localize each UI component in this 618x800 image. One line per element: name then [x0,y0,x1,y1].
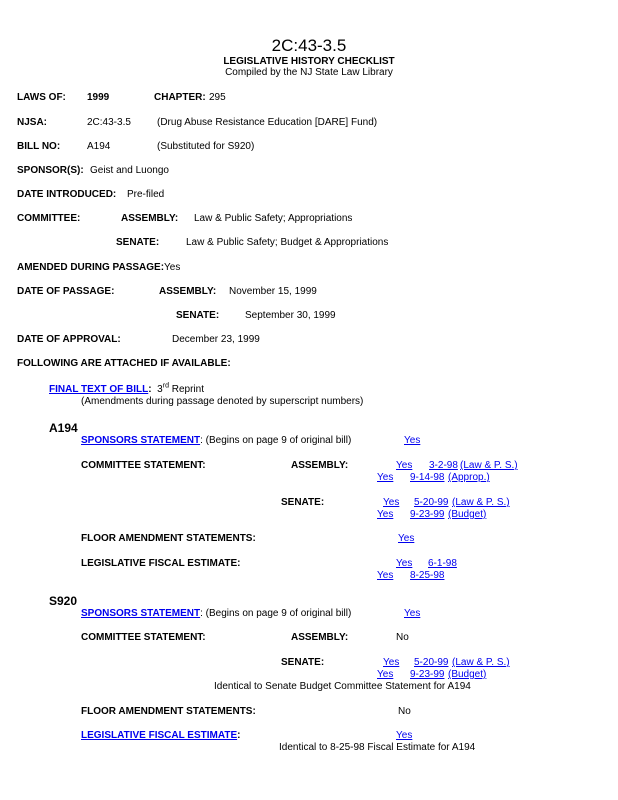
a194-senate-date-1[interactable]: 5-20-99 [414,497,449,508]
s920-fiscal-note: Identical to 8-25-98 Fiscal Estimate for A194 [279,742,476,753]
s920-assembly-value: No [396,632,409,643]
sponsors-label: SPONSOR(S): [17,165,84,176]
a194-floor-label: FLOOR AMENDMENT STATEMENTS: [81,533,256,544]
reprint-superscript: rd [162,382,169,390]
s920-senate-yes-2[interactable]: Yes [377,669,394,680]
a194-assembly-yes-1[interactable]: Yes [396,460,413,471]
s920-sponsors-link[interactable]: SPONSORS STATEMENT [81,608,201,619]
a194-committee-label: COMMITTEE STATEMENT: [81,460,206,471]
a194-senate-date-2[interactable]: 9-23-99 [410,509,445,520]
date-introduced-value: Pre-filed [127,189,165,200]
s920-floor-label: FLOOR AMENDMENT STATEMENTS: [81,706,256,717]
reprint-number: 3 [157,384,163,395]
s920-senate-note: Identical to Senate Budget Committee Statement for A194 [214,681,471,692]
njsa-description: (Drug Abuse Resistance Education [DARE] Fund) [157,117,378,128]
a194-sponsors-yes[interactable]: Yes [404,435,421,446]
a194-senate-yes-2[interactable]: Yes [377,509,394,520]
a194-fiscal-date-1[interactable]: 6-1-98 [428,558,457,569]
s920-senate-comm-2[interactable]: (Budget) [448,669,487,680]
attached-heading: FOLLOWING ARE ATTACHED IF AVAILABLE: [17,358,231,369]
a194-fiscal-yes-1[interactable]: Yes [396,558,413,569]
s920-senate-yes-1[interactable]: Yes [383,657,400,668]
s920-committee-label: COMMITTEE STATEMENT: [81,632,206,643]
amended-label: AMENDED DURING PASSAGE: [17,262,165,273]
s920-sponsors-yes[interactable]: Yes [404,608,421,619]
njsa-value: 2C:43-3.5 [87,117,131,128]
s920-fiscal-line [81,730,240,742]
bill-no-value: A194 [87,141,111,152]
s920-heading: S920 [49,594,78,608]
a194-sponsors-link[interactable]: SPONSORS STATEMENT [81,435,201,446]
sponsors-value: Geist and Luongo [90,165,169,176]
bill-no-label: BILL NO: [17,141,61,152]
s920-fiscal-link[interactable]: LEGISLATIVE FISCAL ESTIMATE [81,730,238,741]
amended-value: Yes [164,262,181,273]
a194-assembly-date-2[interactable]: 9-14-98 [410,472,445,483]
a194-fiscal-yes-2[interactable]: Yes [377,570,394,581]
a194-assembly-label: ASSEMBLY: [291,460,349,471]
final-text-colon: : [148,384,152,395]
s920-assembly-label: ASSEMBLY: [291,632,349,643]
a194-floor-yes[interactable]: Yes [398,533,415,544]
s920-fiscal-yes[interactable]: Yes [396,730,413,741]
a194-assembly-yes-2[interactable]: Yes [377,472,394,483]
date-approval-value: December 23, 1999 [172,334,260,345]
chapter-value: 295 [209,92,226,103]
date-passage-label: DATE OF PASSAGE: [17,286,115,297]
s920-floor-value: No [398,706,411,717]
s920-senate-label: SENATE: [281,657,325,668]
date-introduced-label: DATE INTRODUCED: [17,189,117,200]
a194-sponsors-note: : (Begins on page 9 of original bill) [200,435,352,446]
reprint-word: Reprint [171,384,204,395]
committee-senate-label: SENATE: [116,237,160,248]
njsa-label: NJSA: [17,117,48,128]
s920-senate-date-2[interactable]: 9-23-99 [410,669,445,680]
passage-assembly-label: ASSEMBLY: [159,286,217,297]
page-title: 2C:43-3.5 [271,36,347,55]
a194-assembly-date-1[interactable]: 3-2-98 [429,460,458,471]
s920-senate-date-1[interactable]: 5-20-99 [414,657,449,668]
a194-fiscal-label: LEGISLATIVE FISCAL ESTIMATE: [81,558,241,569]
passage-senate-label: SENATE: [176,310,220,321]
passage-assembly-value: November 15, 1999 [229,286,317,297]
chapter-label: CHAPTER: [154,92,206,103]
s920-fiscal-colon: : [237,730,241,741]
committee-assembly-value: Law & Public Safety; Appropriations [194,213,353,224]
s920-sponsors-note: : (Begins on page 9 of original bill) [200,608,352,619]
date-approval-label: DATE OF APPROVAL: [17,334,121,345]
committee-label: COMMITTEE: [17,213,81,224]
committee-assembly-label: ASSEMBLY: [121,213,179,224]
bill-no-note: (Substituted for S920) [157,141,255,152]
page-subtitle: LEGISLATIVE HISTORY CHECKLIST [223,56,395,67]
compiled-by: Compiled by the NJ State Law Library [225,67,393,78]
a194-heading: A194 [49,421,78,435]
s920-senate-comm-1[interactable]: (Law & P. S.) [452,657,510,668]
a194-sponsors-line [81,435,351,447]
laws-of-label: LAWS OF: [17,92,66,103]
final-text-line [49,384,204,396]
a194-senate-comm-2[interactable]: (Budget) [448,509,487,520]
a194-senate-comm-1[interactable]: (Law & P. S.) [452,497,510,508]
committee-senate-value: Law & Public Safety; Budget & Appropriations [186,237,389,248]
final-text-link[interactable]: FINAL TEXT OF BILL [49,384,149,395]
s920-sponsors-line [81,608,351,620]
final-text-note: (Amendments during passage denoted by superscript numbers) [81,396,364,407]
a194-senate-label: SENATE: [281,497,325,508]
a194-fiscal-date-2[interactable]: 8-25-98 [410,570,445,581]
a194-senate-yes-1[interactable]: Yes [383,497,400,508]
passage-senate-value: September 30, 1999 [245,310,336,321]
laws-of-value: 1999 [87,92,110,103]
a194-assembly-comm-1[interactable]: (Law & P. S.) [460,460,518,471]
a194-assembly-comm-2[interactable]: (Approp.) [448,472,490,483]
